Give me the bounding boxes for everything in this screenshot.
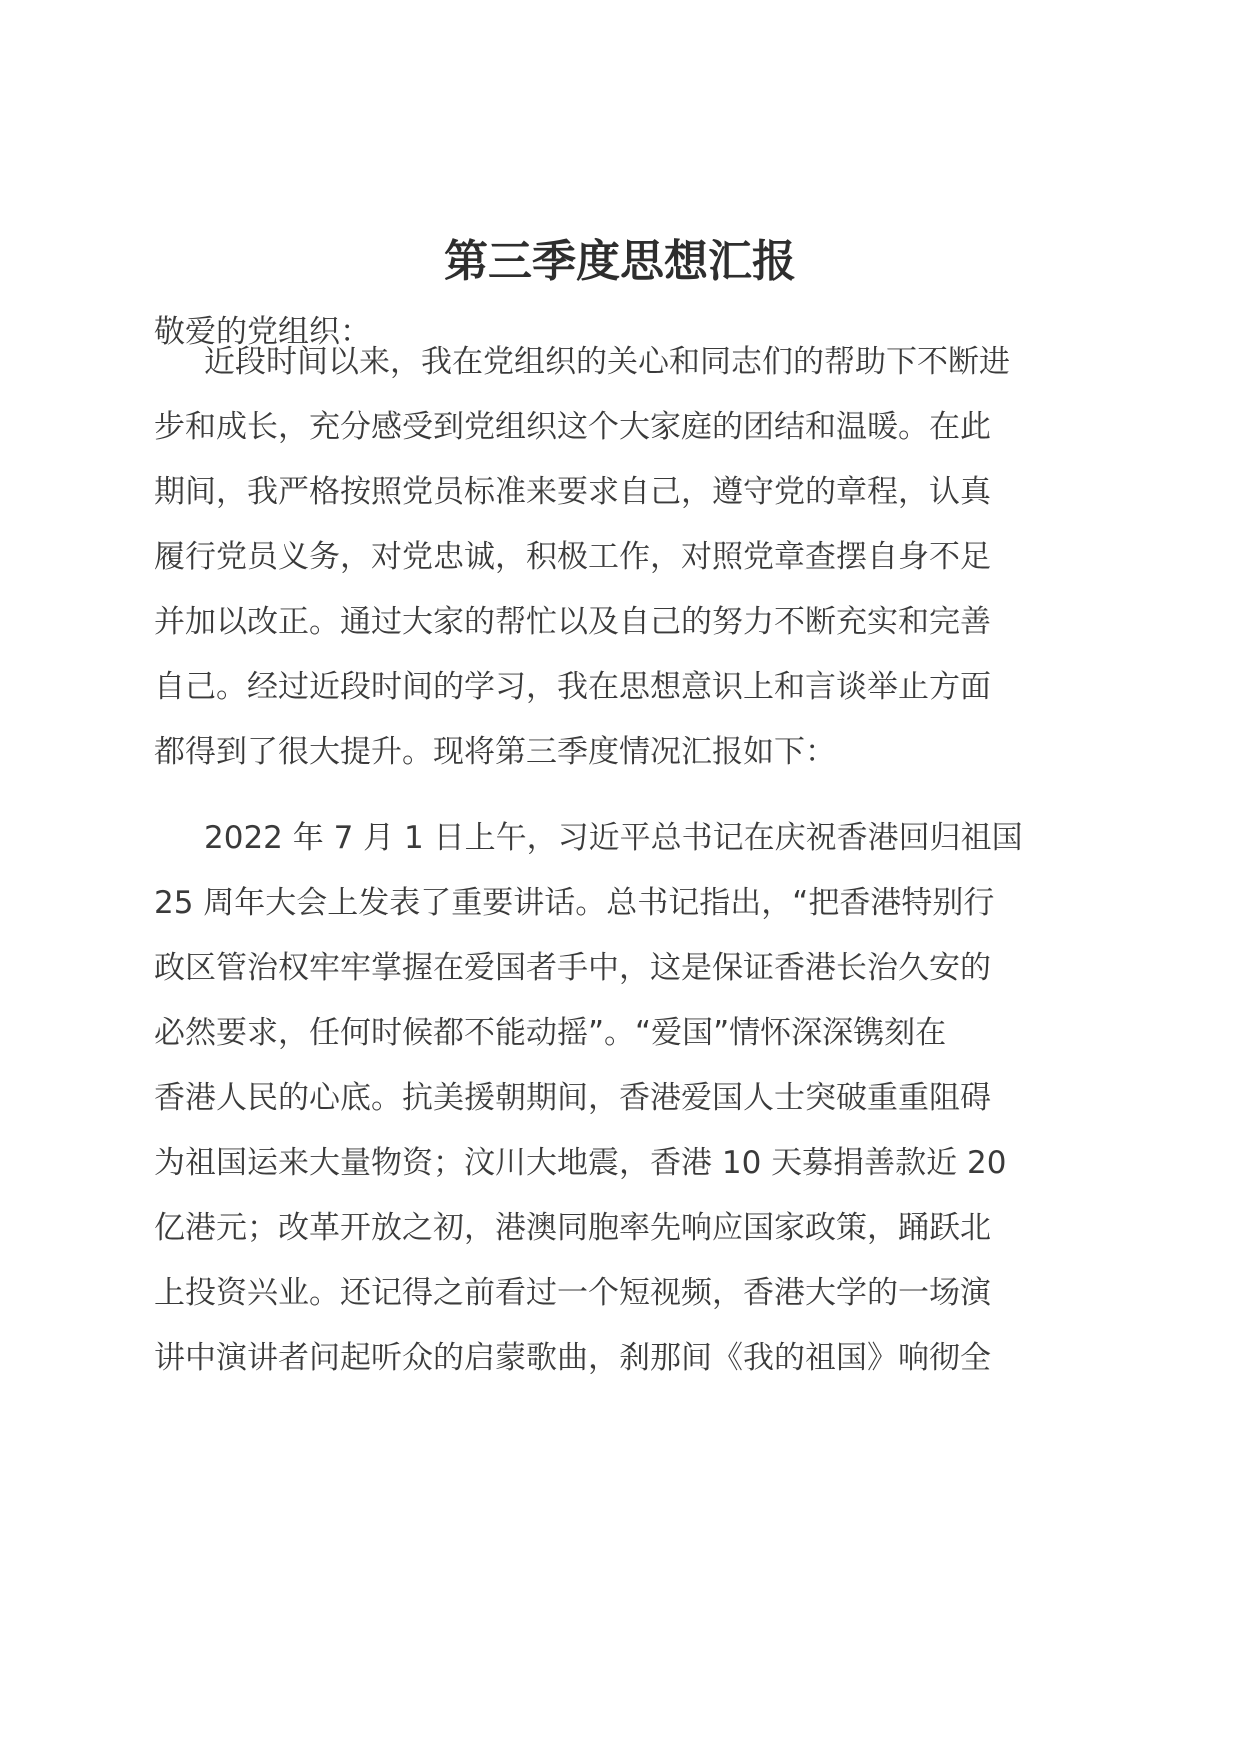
paragraph-2 [154,806,1084,1391]
paragraph-line: 步和成长，充分感受到党组织这个大家庭的团结和温暖。在此 [154,409,991,445]
paragraph-line: 为祖国运来大量物资；汶川大地震，香港 10 天募捐善款近 20 [154,1145,1007,1181]
paragraph-line: 都得到了很大提升。现将第三季度情况汇报如下： [154,734,836,770]
paragraph-1 [154,330,1084,785]
paragraph-line: 必然要求，任何时候都不能动摇”。“爱国”情怀深深镌刻在 [154,1015,947,1051]
paragraph-line: 25 周年大会上发表了重要讲话。总书记指出，“把香港特别行 [154,885,995,921]
paragraph-line: 并加以改正。通过大家的帮忙以及自己的努力不断充实和完善 [154,604,991,640]
paragraph-line: 香港人民的心底。抗美援朝期间，香港爱国人士突破重重阻碍 [154,1080,991,1116]
paragraph-line: 政区管治权牢牢掌握在爱国者手中，这是保证香港长治久安的 [154,950,991,986]
paragraph-line: 自己。经过近段时间的学习，我在思想意识上和言谈举止方面 [154,669,991,705]
paragraph-line: 上投资兴业。还记得之前看过一个短视频，香港大学的一场演 [154,1275,991,1311]
document-title: 第三季度思想汇报 [444,236,796,287]
paragraph-line: 期间，我严格按照党员标准来要求自己，遵守党的章程，认真 [154,474,991,510]
paragraph-line: 履行党员义务，对党忠诚，积极工作，对照党章查摆自身不足 [154,539,991,575]
paragraph-line: 近段时间以来，我在党组织的关心和同志们的帮助下不断进 [204,344,1010,380]
paragraph-line: 讲中演讲者问起听众的启蒙歌曲，刹那间《我的祖国》响彻全 [154,1340,991,1376]
paragraph-line: 亿港元；改革开放之初，港澳同胞率先响应国家政策，踊跃北 [154,1210,991,1246]
salutation: 敬爱的党组织： [154,314,371,350]
paragraph-line: 2022 年 7 月 1 日上午，习近平总书记在庆祝香港回归祖国 [204,820,1023,856]
